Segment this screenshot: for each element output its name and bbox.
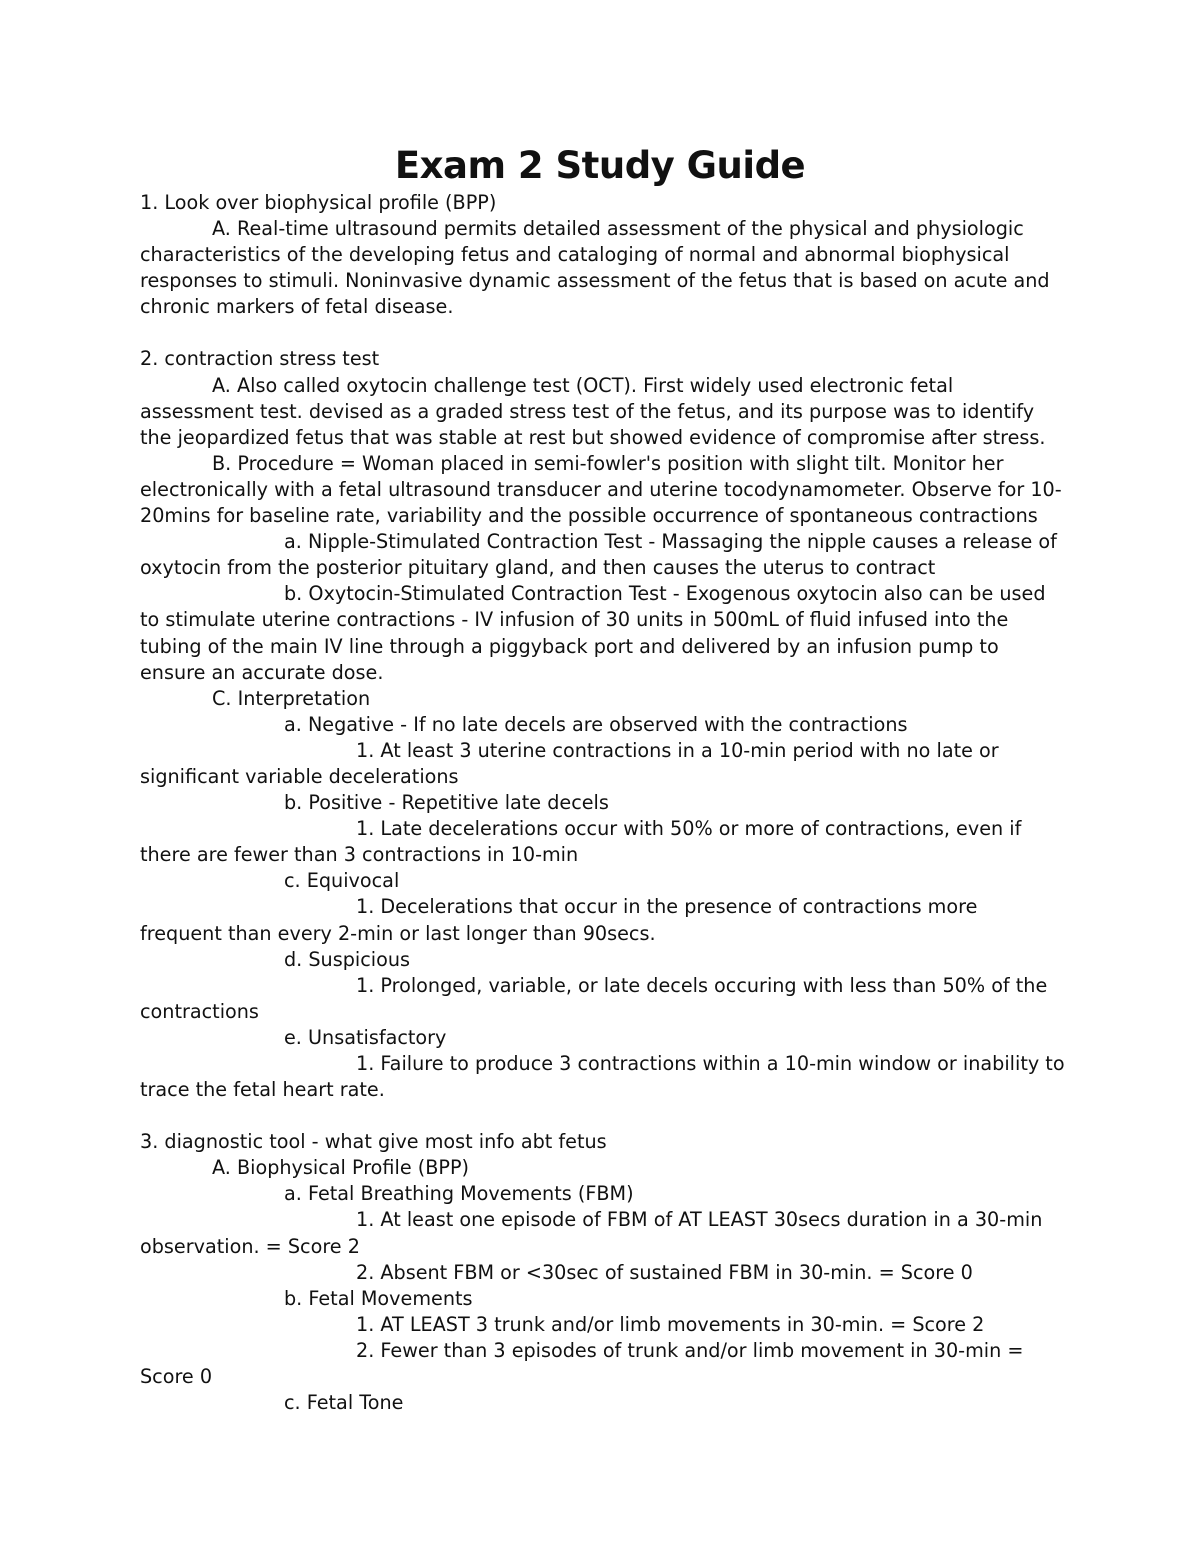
section-3-item-a-a: a. Fetal Breathing Movements (FBM)	[284, 1182, 634, 1206]
section-3-item-a-b: b. Fetal Movements	[284, 1286, 473, 1310]
section-3-item-a-a-2: 2. Absent FBM or <30sec of sustained FBM in 30-min. = Score 0	[356, 1260, 973, 1284]
section-1-heading: 1. Look over biophysical profile (BPP)	[140, 191, 497, 214]
section-2-item-c: C. Interpretation	[212, 686, 371, 710]
section-2-heading: 2. contraction stress test	[140, 347, 380, 371]
paragraph-spacer	[140, 1103, 1065, 1129]
section-2-item-b: B. Procedure = Woman placed in semi-fowler's position with slight tilt. Monitor her electronically with a fetal ultrasound transducer and uterine tocodynamometer. Observe for 10-20mins for baseline rate, variability and the possible occurrence of spontaneous contractions	[140, 451, 1062, 528]
section-2-item-c-b: b. Positive - Repetitive late decels	[284, 791, 609, 815]
section-2	[140, 346, 1065, 1103]
section-2-item-c-b-1: 1. Late decelerations occur with 50% or more of contractions, even if there are fewer than 3 contractions in 10-min	[140, 817, 1022, 867]
paragraph-spacer	[140, 320, 1065, 346]
section-2-item-c-e-1: 1. Failure to produce 3 contractions within a 10-min window or inability to trace the fetal heart rate.	[140, 1052, 1065, 1102]
section-3-item-a-b-1: 1. AT LEAST 3 trunk and/or limb movements in 30-min. = Score 2	[356, 1312, 985, 1336]
section-2-item-c-e: e. Unsatisfactory	[284, 1025, 447, 1049]
section-3	[140, 1129, 1065, 1416]
section-2-item-a: A. Also called oxytocin challenge test (OCT). First widely used electronic fetal assessment test. devised as a graded stress test of the fetus, and its purpose was to identify the jeopardized fetus that was stable at rest but showed evidence of compromise after stress.	[140, 373, 1046, 449]
section-3-item-a-c: c. Fetal Tone	[284, 1391, 404, 1415]
section-2-item-b-b: b. Oxytocin-Stimulated Contraction Test - Exogenous oxytocin also can be used to stimulate uterine contractions - IV infusion of 30 units in 500mL of fluid infused into the tubing of the main IV line through a piggyback port and delivered by an infusion pump to ensure an accurate dose.	[140, 582, 1046, 684]
section-1	[140, 190, 1065, 320]
section-3-item-a: A. Biophysical Profile (BPP)	[212, 1156, 470, 1180]
section-3-item-a-a-1: 1. At least one episode of FBM of AT LEAST 30secs duration in a 30-min observation. = Score 2	[140, 1208, 1043, 1258]
section-3-heading: 3. diagnostic tool - what give most info abt fetus	[140, 1130, 607, 1154]
section-2-item-c-c-1: 1. Decelerations that occur in the presence of contractions more frequent than every 2-min or last longer than 90secs.	[140, 895, 978, 945]
page-title: Exam 2 Study Guide	[394, 144, 806, 187]
section-1-item-a: A. Real-time ultrasound permits detailed assessment of the physical and physiologic characteristics of the developing fetus and cataloging of normal and abnormal biophysical responses to stimuli. Noninvasive dynamic assessment of the fetus that is based on acute and chronic markers of fetal disease.	[140, 217, 1050, 319]
section-2-item-c-a-1: 1. At least 3 uterine contractions in a 10-min period with no late or significant variable decelerations	[140, 738, 999, 788]
section-2-item-c-a: a. Negative - If no late decels are observed with the contractions	[284, 712, 908, 736]
document-body	[140, 190, 1065, 1416]
section-2-item-c-d: d. Suspicious	[284, 947, 411, 971]
section-2-item-c-c: c. Equivocal	[284, 869, 400, 893]
section-2-item-c-d-1: 1. Prolonged, variable, or late decels occuring with less than 50% of the contractions	[140, 973, 1048, 1023]
section-3-item-a-b-2: 2. Fewer than 3 episodes of trunk and/or limb movement in 30-min = Score 0	[140, 1338, 1024, 1389]
section-2-item-b-a: a. Nipple-Stimulated Contraction Test - Massaging the nipple causes a release of oxytocin from the posterior pituitary gland, and then causes the uterus to contract	[140, 530, 1057, 580]
